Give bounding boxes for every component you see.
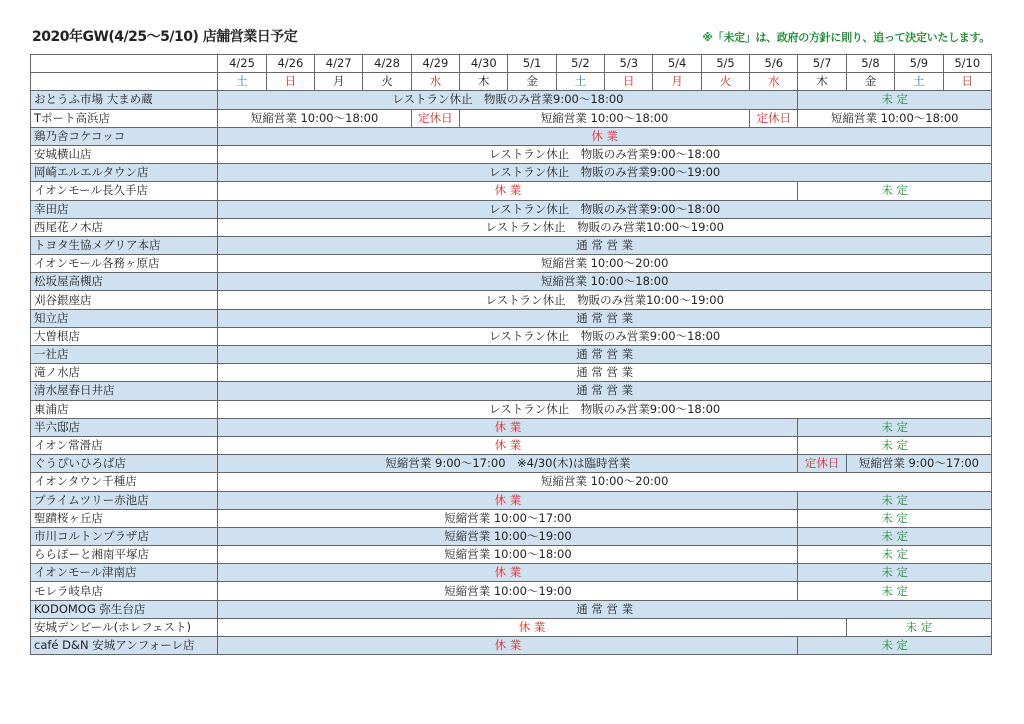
store-row [31,291,992,309]
schedule-cell: 短縮営業 10:00〜18:00 [218,546,798,564]
store-row [31,582,992,600]
store-row [31,327,992,345]
store-name: 刈谷銀座店 [31,291,218,309]
schedule-body [31,55,992,655]
store-row [31,382,992,400]
store-name: イオンモール各務ヶ原店 [31,255,218,273]
schedule-cell: レストラン休止 物販のみ営業9:00〜18:00 [218,327,992,345]
store-row [31,436,992,454]
schedule-cell: 休 業 [218,418,798,436]
store-row [31,491,992,509]
schedule-cell: 未 定 [798,582,992,600]
store-name: 聖蹟桜ヶ丘店 [31,509,218,527]
weekday-header-cell: 土 [556,73,604,91]
store-row [31,400,992,418]
date-header-cell: 4/25 [218,55,266,73]
store-name: 知立店 [31,309,218,327]
store-name: 東浦店 [31,400,218,418]
store-row [31,218,992,236]
schedule-cell: レストラン休止 物販のみ営業9:00〜18:00 [218,200,992,218]
schedule-cell: 未 定 [798,546,992,564]
schedule-cell: 定休日 [798,455,846,473]
schedule-cell: 通 常 営 業 [218,309,992,327]
schedule-cell: 休 業 [218,637,798,655]
schedule-cell: 未 定 [798,564,992,582]
schedule-cell: 短縮営業 10:00〜18:00 [798,109,992,127]
store-name: おとうふ市場 大まめ蔵 [31,91,218,109]
schedule-cell: レストラン休止 物販のみ営業10:00〜19:00 [218,291,992,309]
weekday-header-cell: 日 [266,73,314,91]
weekday-header-cell: 木 [460,73,508,91]
store-name: イオンモール長久手店 [31,182,218,200]
page-title: 2020年GW(4/25〜5/10) 店舗営業日予定 [32,29,298,45]
store-row [31,564,992,582]
store-name: 清水屋春日井店 [31,382,218,400]
store-row [31,109,992,127]
store-row [31,145,992,163]
store-name: イオンモール津南店 [31,564,218,582]
schedule-cell: 未 定 [798,509,992,527]
schedule-cell: 短縮営業 10:00〜18:00 [218,273,992,291]
header-corner [31,55,218,73]
store-row [31,309,992,327]
store-name: 鶏乃舎コケコッコ [31,127,218,145]
store-name: ぐうぴいひろば店 [31,455,218,473]
weekday-header-cell: 金 [508,73,556,91]
store-name: トヨタ生協メグリア本店 [31,236,218,254]
weekday-header-cell: 水 [750,73,798,91]
store-row [31,418,992,436]
store-name: ららぽーと湘南平塚店 [31,546,218,564]
undecided-note: ※「未定」は、政府の方針に則り、追って決定いたします。 [702,31,990,44]
store-name: 安城デンビール(ホレフェスト) [31,618,218,636]
date-header-cell: 5/2 [556,55,604,73]
store-row [31,600,992,618]
date-header-cell: 5/5 [701,55,749,73]
schedule-cell: レストラン休止 物販のみ営業9:00〜18:00 [218,145,992,163]
store-name: 大曽根店 [31,327,218,345]
schedule-cell: 休 業 [218,618,846,636]
weekday-header-cell: 日 [605,73,653,91]
date-header-cell: 4/29 [411,55,459,73]
date-header-cell: 5/1 [508,55,556,73]
weekday-header-row [31,73,992,91]
store-name: 市川コルトンプラザ店 [31,527,218,545]
store-row [31,164,992,182]
schedule-cell: 短縮営業 10:00〜17:00 [218,509,798,527]
store-row [31,618,992,636]
schedule-cell: 通 常 営 業 [218,382,992,400]
weekday-header-cell: 月 [653,73,701,91]
date-header-cell: 5/9 [895,55,943,73]
schedule-cell: 未 定 [798,637,992,655]
store-name: イオンタウン千種店 [31,473,218,491]
store-row [31,364,992,382]
store-name: 安城横山店 [31,145,218,163]
schedule-table [30,54,992,655]
store-row [31,473,992,491]
schedule-cell: 短縮営業 10:00〜20:00 [218,255,992,273]
schedule-cell: 未 定 [798,491,992,509]
weekday-header-cell: 日 [943,73,991,91]
store-name: 西尾花ノ木店 [31,218,218,236]
date-header-cell: 5/8 [846,55,894,73]
weekday-header-cell: 土 [895,73,943,91]
store-name: 岡崎エルエルタウン店 [31,164,218,182]
weekday-header-cell: 月 [315,73,363,91]
schedule-cell: 短縮営業 10:00〜18:00 [460,109,750,127]
schedule-cell: 短縮営業 10:00〜18:00 [218,109,411,127]
date-header-cell: 5/6 [750,55,798,73]
store-name: KODOMOG 弥生台店 [31,600,218,618]
store-name: モレラ岐阜店 [31,582,218,600]
schedule-cell: 休 業 [218,564,798,582]
store-name: 滝ノ水店 [31,364,218,382]
store-row [31,527,992,545]
store-row [31,346,992,364]
schedule-cell: 休 業 [218,182,798,200]
schedule-cell: レストラン休止 物販のみ営業9:00〜18:00 [218,91,798,109]
schedule-cell: 通 常 営 業 [218,600,992,618]
date-header-row [31,55,992,73]
schedule-cell: 未 定 [798,527,992,545]
schedule-cell: 通 常 営 業 [218,236,992,254]
schedule-cell: 定休日 [750,109,798,127]
schedule-cell: 通 常 営 業 [218,364,992,382]
weekday-header-cell: 火 [701,73,749,91]
store-name: Tポート高浜店 [31,109,218,127]
header-corner [31,73,218,91]
store-row [31,127,992,145]
schedule-cell: 定休日 [411,109,459,127]
schedule-cell: 未 定 [798,182,992,200]
date-header-cell: 5/10 [943,55,991,73]
schedule-cell: 短縮営業 9:00〜17:00 ※4/30(木)は臨時営業 [218,455,798,473]
weekday-header-cell: 水 [411,73,459,91]
schedule-cell: 未 定 [798,91,992,109]
store-row [31,273,992,291]
schedule-cell: 短縮営業 10:00〜19:00 [218,527,798,545]
schedule-cell: 休 業 [218,436,798,454]
date-header-cell: 5/3 [605,55,653,73]
schedule-cell: 未 定 [846,618,991,636]
date-header-cell: 4/28 [363,55,411,73]
schedule-cell: レストラン休止 物販のみ営業9:00〜19:00 [218,164,992,182]
weekday-header-cell: 火 [363,73,411,91]
store-name: 松坂屋高槻店 [31,273,218,291]
schedule-cell: 短縮営業 10:00〜19:00 [218,582,798,600]
store-name: 半六邸店 [31,418,218,436]
store-name: イオン常滑店 [31,436,218,454]
date-header-cell: 5/7 [798,55,846,73]
weekday-header-cell: 金 [846,73,894,91]
store-name: café D&N 安城アンフォーレ店 [31,637,218,655]
store-row [31,637,992,655]
weekday-header-cell: 木 [798,73,846,91]
store-row [31,182,992,200]
schedule-cell: 短縮営業 10:00〜20:00 [218,473,992,491]
store-row [31,200,992,218]
weekday-header-cell: 土 [218,73,266,91]
store-row [31,509,992,527]
store-row [31,255,992,273]
date-header-cell: 5/4 [653,55,701,73]
schedule-cell: レストラン休止 物販のみ営業10:00〜19:00 [218,218,992,236]
date-header-cell: 4/26 [266,55,314,73]
schedule-cell: 未 定 [798,436,992,454]
store-name: プライムツリー赤池店 [31,491,218,509]
store-name: 一社店 [31,346,218,364]
schedule-cell: 短縮営業 9:00〜17:00 [846,455,991,473]
date-header-cell: 4/27 [315,55,363,73]
schedule-cell: レストラン休止 物販のみ営業9:00〜18:00 [218,400,992,418]
schedule-cell: 休 業 [218,127,992,145]
store-name: 幸田店 [31,200,218,218]
store-row [31,236,992,254]
schedule-cell: 通 常 営 業 [218,346,992,364]
store-row [31,455,992,473]
date-header-cell: 4/30 [460,55,508,73]
store-row [31,91,992,109]
schedule-cell: 休 業 [218,491,798,509]
schedule-cell: 未 定 [798,418,992,436]
store-row [31,546,992,564]
